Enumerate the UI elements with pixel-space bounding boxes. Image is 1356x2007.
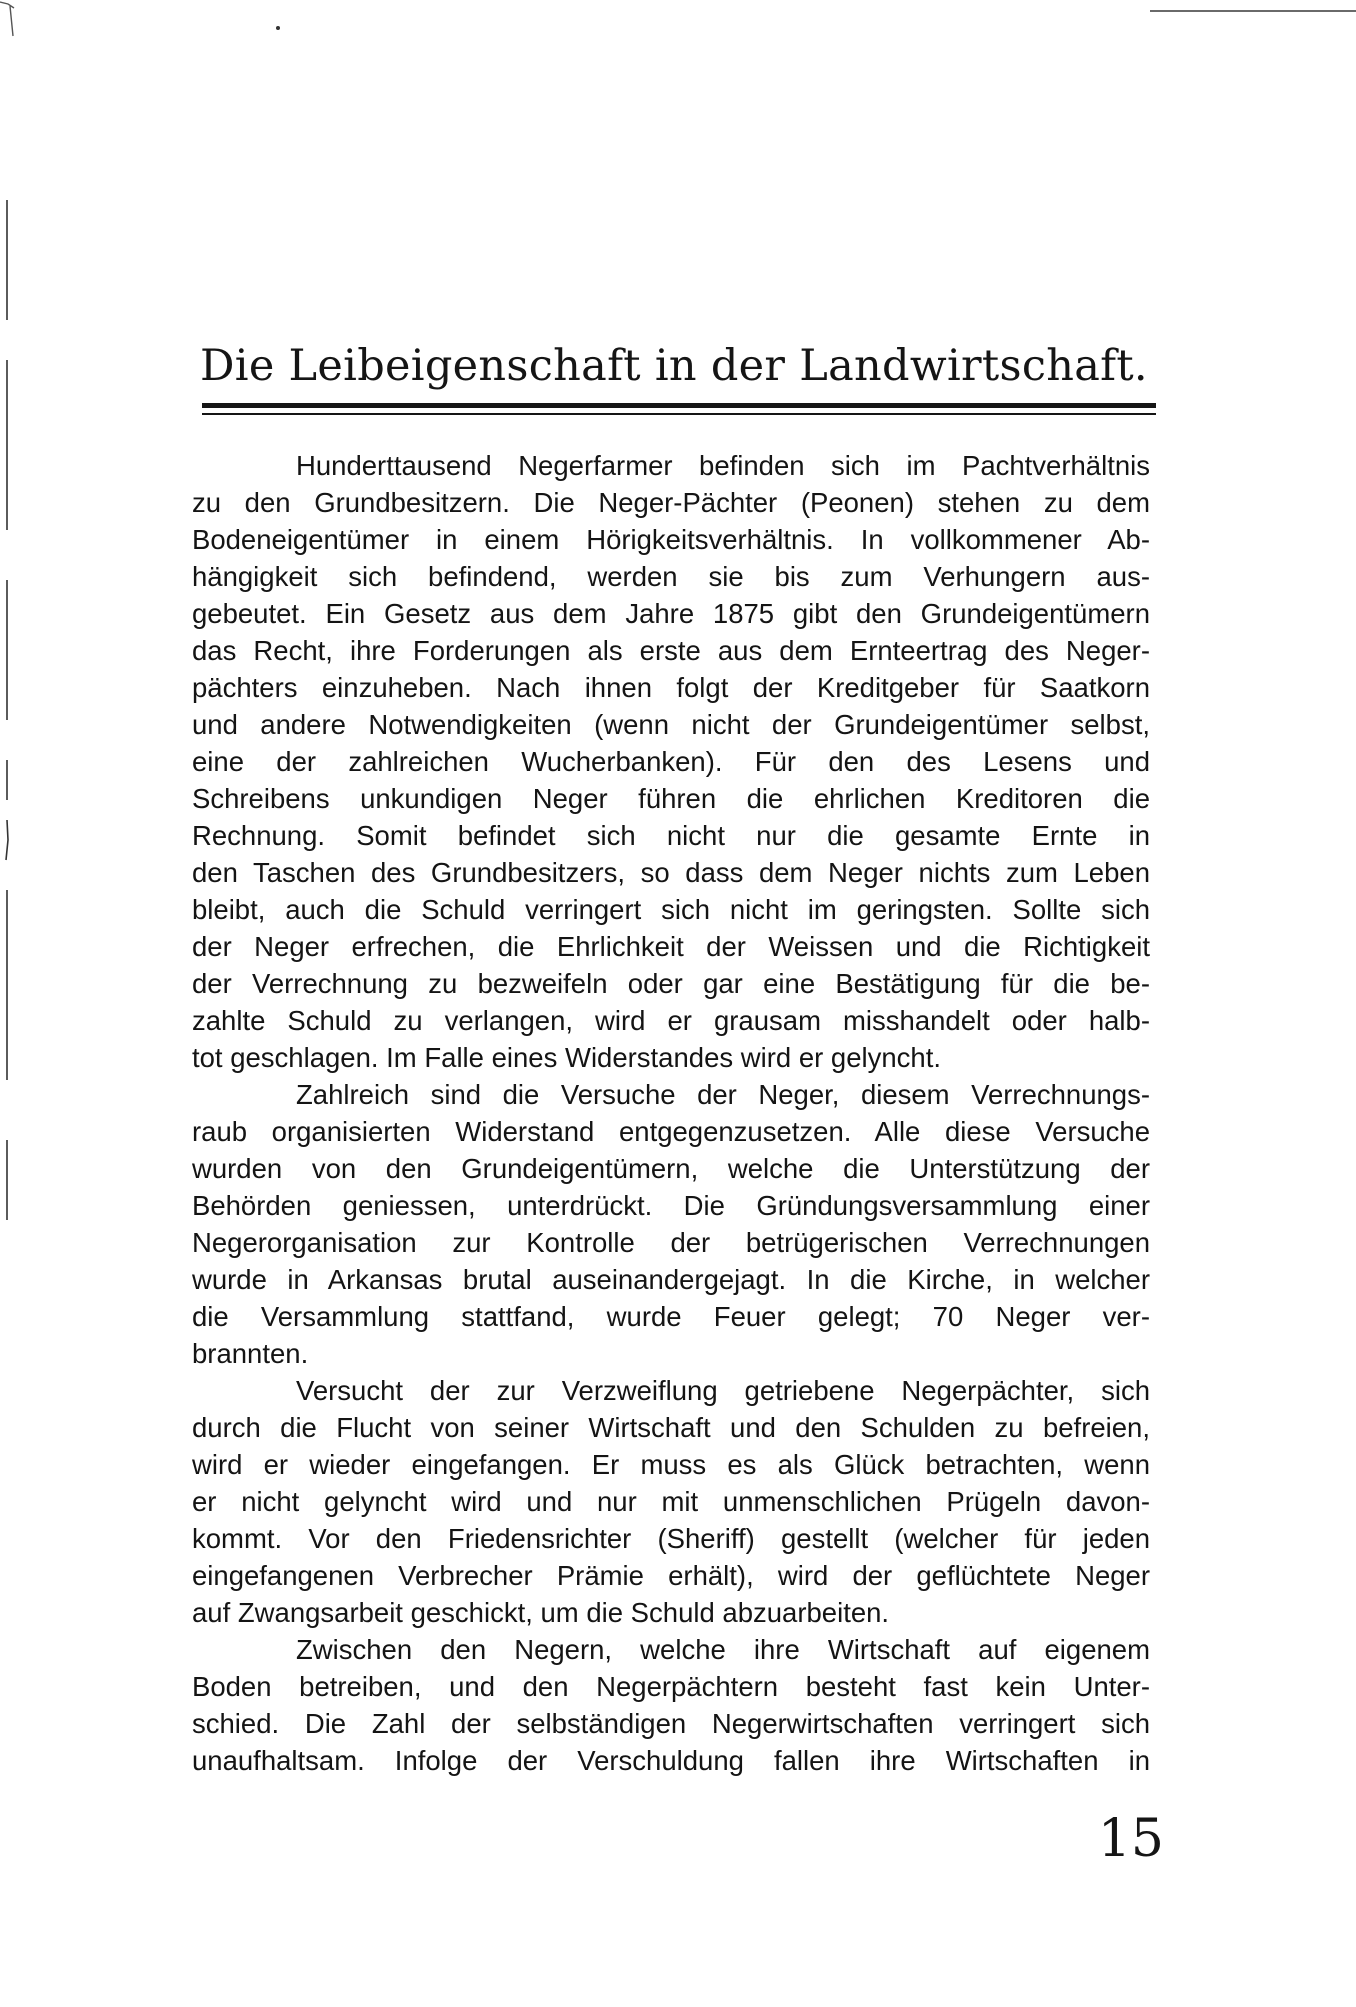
text-line: der Verrechnung zu bezweifeln oder gar eine Bestätigung für die be- bbox=[192, 968, 1150, 999]
text-line: und andere Notwendigkeiten (wenn nicht der Grundeigentümer selbst, bbox=[192, 709, 1150, 740]
page-number: 15 bbox=[1097, 1809, 1164, 1869]
text-line: wurde in Arkansas brutal auseinandergejagt. In die Kirche, in welcher bbox=[192, 1264, 1150, 1295]
text-line: brannten. bbox=[192, 1338, 309, 1369]
text-line: Versucht der zur Verzweiflung getriebene Negerpächter, sich bbox=[296, 1375, 1150, 1406]
paragraph-2 bbox=[192, 1076, 1150, 1372]
text-line: Schreibens unkundigen Neger führen die ehrlichen Kreditoren die bbox=[192, 783, 1150, 814]
text-line: durch die Flucht von seiner Wirtschaft und den Schulden zu befreien, bbox=[192, 1412, 1150, 1443]
text-line: zu den Grundbesitzern. Die Neger-Pächter (Peonen) stehen zu dem bbox=[192, 487, 1150, 518]
text-line: Behörden geniessen, unterdrückt. Die Gründungsversammlung einer bbox=[192, 1190, 1150, 1221]
text-line: hängigkeit sich befindend, werden sie bis zum Verhungern aus- bbox=[192, 561, 1150, 592]
text-line: Negerorganisation zur Kontrolle der betrügerischen Verrechnungen bbox=[192, 1227, 1150, 1258]
text-line: Hunderttausend Negerfarmer befinden sich im Pachtverhältnis bbox=[296, 450, 1150, 481]
text-line: zahlte Schuld zu verlangen, wird er grausam misshandelt oder halb- bbox=[192, 1005, 1150, 1036]
text-line: wird er wieder eingefangen. Er muss es als Glück betrachten, wenn bbox=[192, 1449, 1150, 1480]
text-line: unaufhaltsam. Infolge der Verschuldung fallen ihre Wirtschaften in bbox=[192, 1745, 1150, 1776]
text-line: bleibt, auch die Schuld verringert sich nicht im geringsten. Sollte sich bbox=[192, 894, 1150, 925]
text-line: eine der zahlreichen Wucherbanken). Für den des Lesens und bbox=[192, 746, 1150, 777]
text-line: wurden von den Grundeigentümern, welche die Unterstützung der bbox=[192, 1153, 1150, 1184]
text-line: schied. Die Zahl der selbständigen Negerwirtschaften verringert sich bbox=[192, 1708, 1150, 1739]
text-line: Zahlreich sind die Versuche der Neger, diesem Verrechnungs- bbox=[296, 1079, 1150, 1110]
text-line: er nicht gelyncht wird und nur mit unmenschlichen Prügeln davon- bbox=[192, 1486, 1150, 1517]
text-line: Bodeneigentümer in einem Hörigkeitsverhältnis. In vollkommener Ab- bbox=[192, 524, 1150, 555]
text-line: gebeutet. Ein Gesetz aus dem Jahre 1875 gibt den Grundeigentümern bbox=[192, 598, 1150, 629]
text-line: Rechnung. Somit befindet sich nicht nur die gesamte Ernte in bbox=[192, 820, 1150, 851]
paragraph-4 bbox=[192, 1631, 1150, 1779]
title-double-rule-thick bbox=[202, 403, 1156, 408]
text-line: den Taschen des Grundbesitzers, so dass dem Neger nichts zum Leben bbox=[192, 857, 1150, 888]
scan-speck bbox=[276, 26, 280, 30]
scan-top-edge-line bbox=[1150, 0, 1356, 12]
text-line: der Neger erfrechen, die Ehrlichkeit der Weissen und die Richtigkeit bbox=[192, 931, 1150, 962]
text-line: eingefangenen Verbrecher Prämie erhält), wird der geflüchtete Neger bbox=[192, 1560, 1150, 1591]
text-line: Boden betreiben, und den Negerpächtern besteht fast kein Unter- bbox=[192, 1671, 1150, 1702]
page-title: Die Leibeigenschaft in der Landwirtschaft. bbox=[200, 341, 1148, 391]
text-line: pächters einzuheben. Nach ihnen folgt der Kreditgeber für Saatkorn bbox=[192, 672, 1150, 703]
text-line: das Recht, ihre Forderungen als erste aus dem Ernteertrag des Neger- bbox=[192, 635, 1150, 666]
text-line: auf Zwangsarbeit geschickt, um die Schuld abzuarbeiten. bbox=[192, 1597, 890, 1628]
scan-corner-mark bbox=[0, 0, 20, 40]
text-line: die Versammlung stattfand, wurde Feuer gelegt; 70 Neger ver- bbox=[192, 1301, 1150, 1332]
body-text bbox=[192, 447, 1150, 1779]
text-line: raub organisierten Widerstand entgegenzusetzen. Alle diese Versuche bbox=[192, 1116, 1150, 1147]
title-double-rule-thin bbox=[202, 413, 1156, 415]
text-line: kommt. Vor den Friedensrichter (Sheriff) gestellt (welcher für jeden bbox=[192, 1523, 1150, 1554]
paragraph-3 bbox=[192, 1372, 1150, 1631]
scan-left-edge-line bbox=[4, 200, 12, 1220]
paragraph-1 bbox=[192, 447, 1150, 1076]
text-line: tot geschlagen. Im Falle eines Widerstandes wird er gelyncht. bbox=[192, 1042, 941, 1073]
text-line: Zwischen den Negern, welche ihre Wirtschaft auf eigenem bbox=[296, 1634, 1150, 1665]
